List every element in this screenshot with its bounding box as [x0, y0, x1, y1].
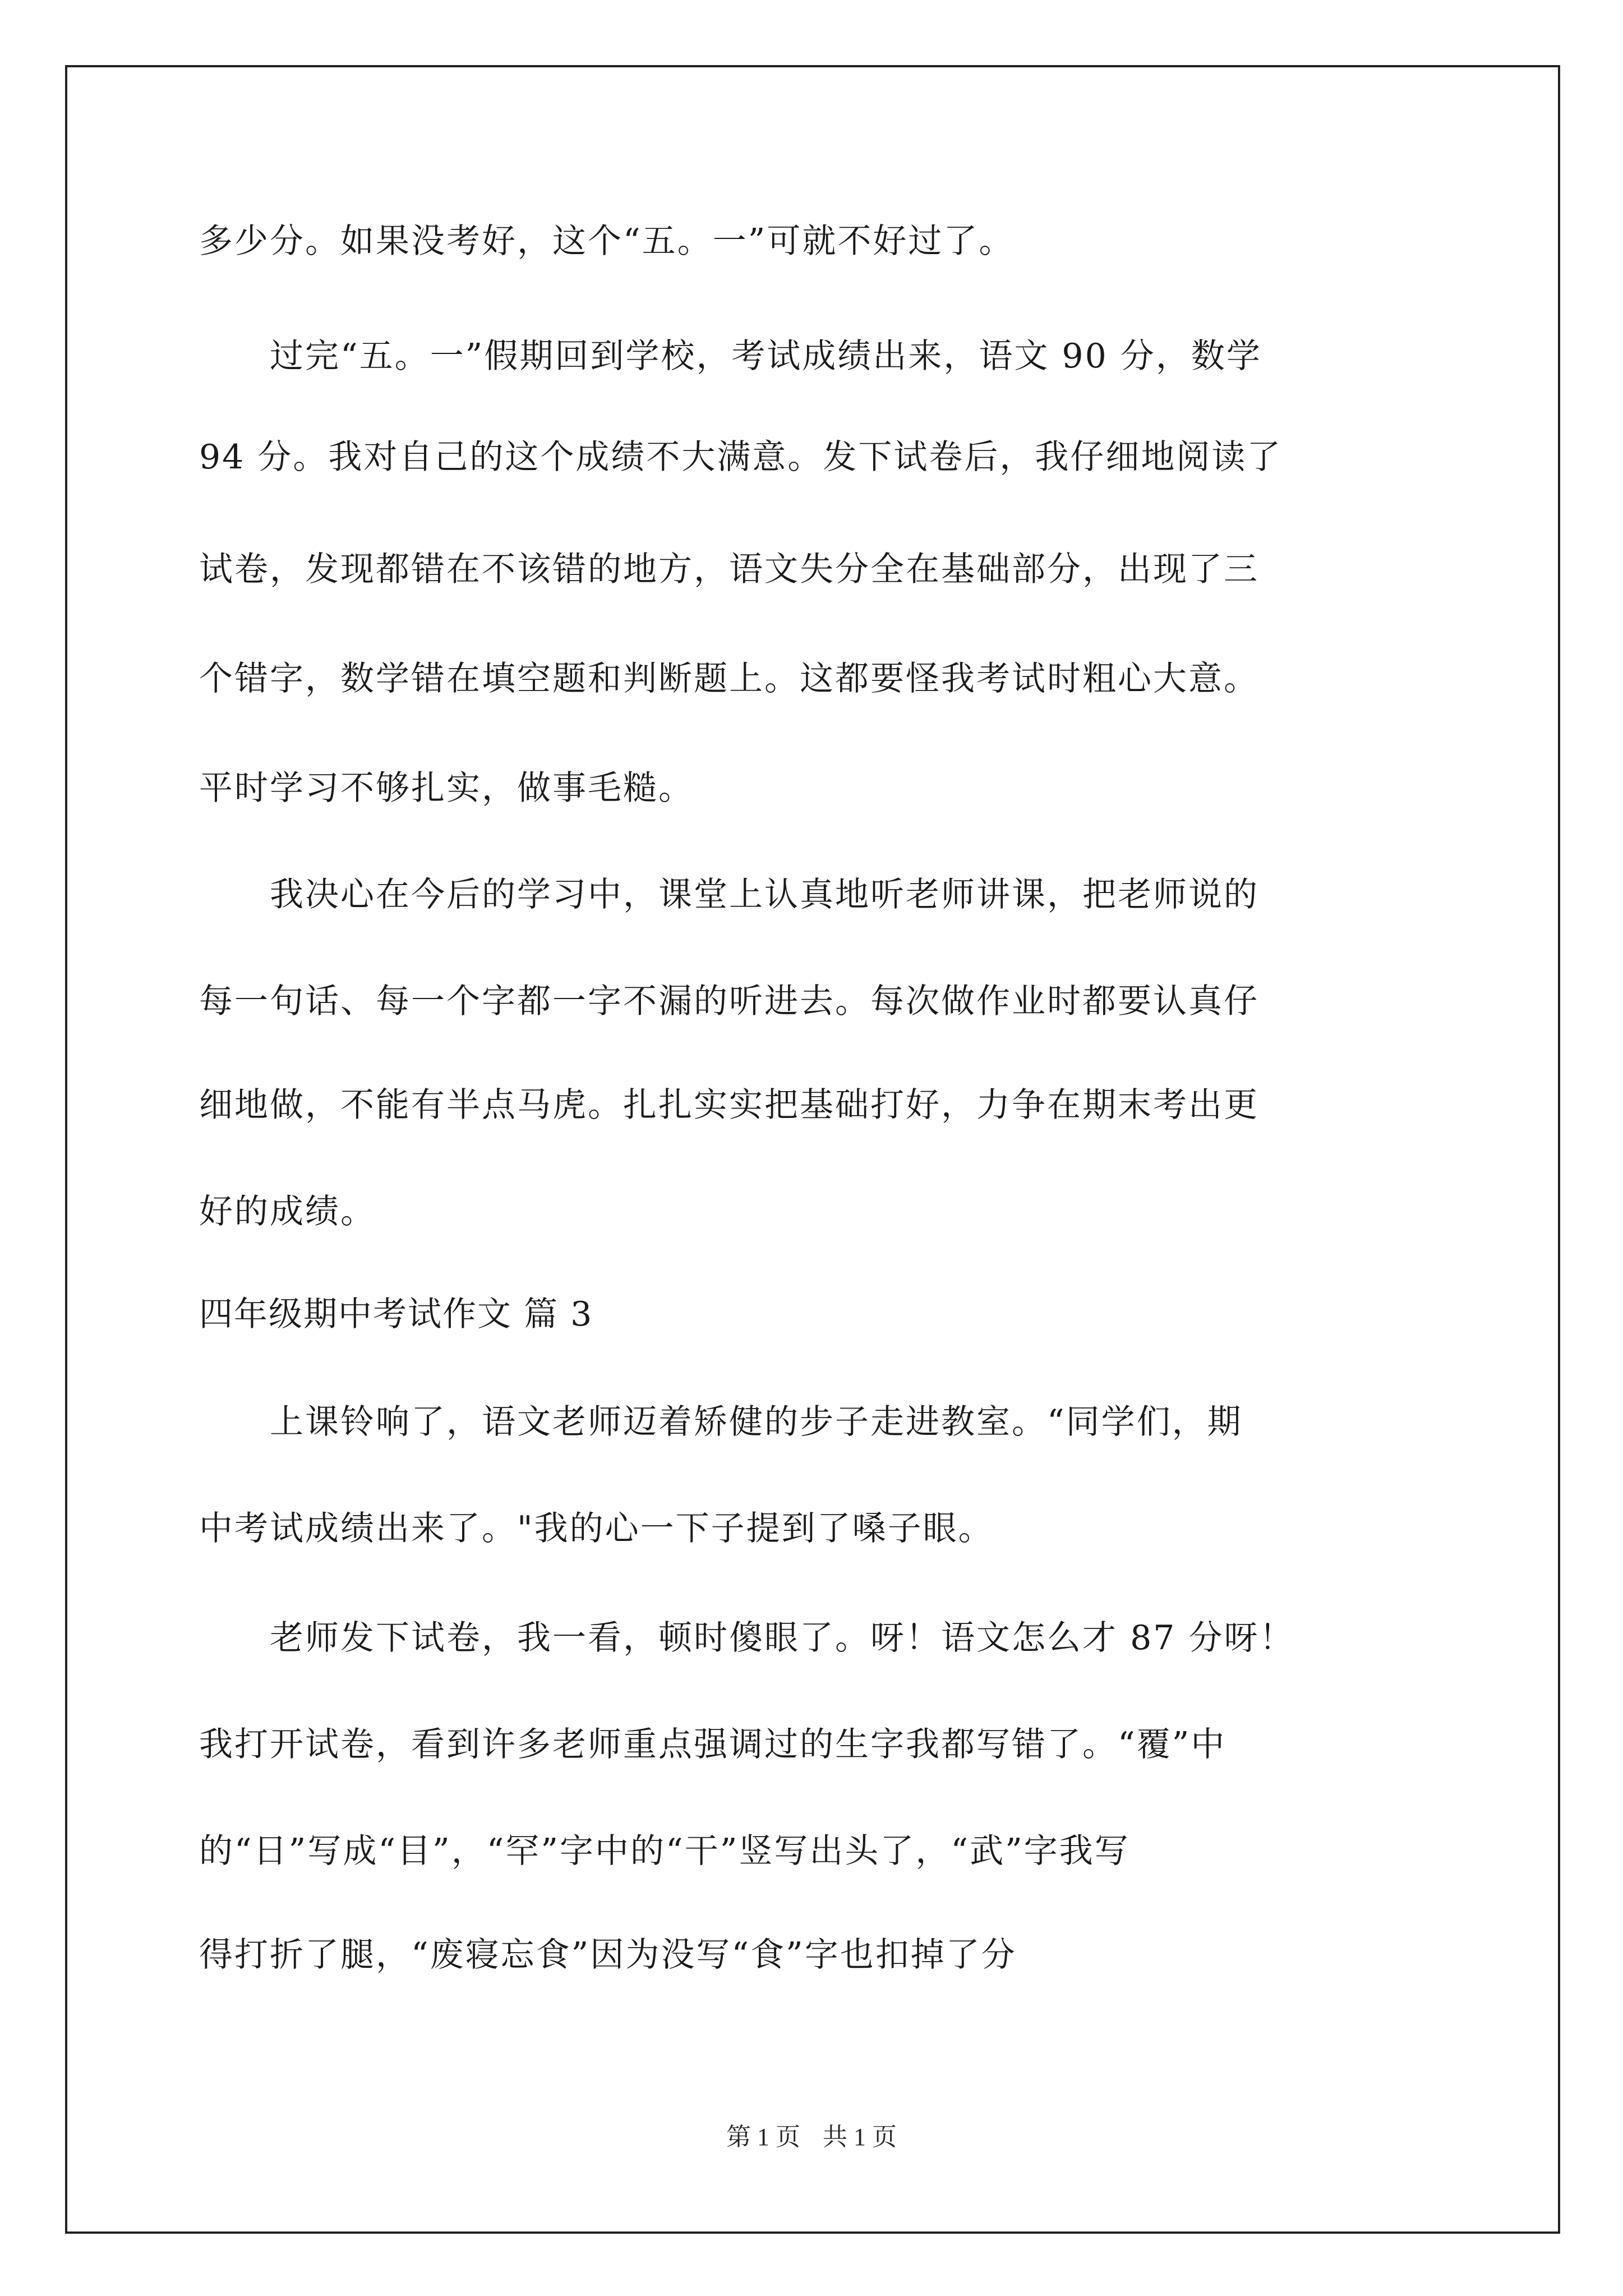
paragraph-line: 试卷，发现都错在不该错的地方，语文失分全在基础部分，出现了三 [199, 550, 1259, 589]
paragraph-line: 过完“五。一”假期回到学校，考试成绩出来，语文 90 分，数学 [199, 337, 1262, 376]
page-border [65, 65, 1560, 2234]
page-footer [0, 2120, 1623, 2154]
paragraph-line: 我打开试卷，看到许多老师重点强调过的生字我都写错了。“覆”中 [199, 1725, 1227, 1764]
paragraph-line: 个错字，数学错在填空题和判断题上。这都要怪我考试时粗心大意。 [199, 659, 1259, 698]
paragraph-line: 细地做，不能有半点马虎。扎扎实实把基础打好，力争在期末考出更 [199, 1085, 1259, 1125]
paragraph-line: 好的成绩。 [199, 1192, 376, 1231]
paragraph-line: 中考试成绩出来了。"我的心一下子提到了嗓子眼。 [199, 1509, 994, 1548]
paragraph-line: 的“日”写成“目”，“罕”字中的“干”竖写出头了，“武”字我写 [199, 1832, 1130, 1871]
section-heading: 四年级期中考试作文 篇 3 [199, 1295, 593, 1334]
paragraph-line: 94 分。我对自己的这个成绩不大满意。发下试卷后，我仔细地阅读了 [199, 438, 1283, 477]
paragraph-line: 上课铃响了，语文老师迈着矫健的步子走进教室。“同学们，期 [199, 1402, 1243, 1442]
page-number: 第 1 页 [726, 2123, 800, 2151]
paragraph-line: 多少分。如果没考好，这个“五。一”可就不好过了。 [199, 222, 1015, 261]
paragraph-line: 我决心在今后的学习中，课堂上认真地听老师讲课，把老师说的 [199, 875, 1259, 914]
paragraph-line: 得打折了腿，“废寝忘食”因为没写“食”字也扣掉了分 [199, 1935, 1017, 1975]
paragraph-line: 每一句话、每一个字都一字不漏的听进去。每次做作业时都要认真仔 [199, 982, 1259, 1021]
page-total: 共 1 页 [823, 2123, 897, 2151]
paragraph-line: 平时学习不够扎实，做事毛糙。 [199, 769, 694, 808]
paragraph-line: 老师发下试卷，我一看，顿时傻眼了。呀！语文怎么才 87 分呀！ [199, 1618, 1295, 1658]
